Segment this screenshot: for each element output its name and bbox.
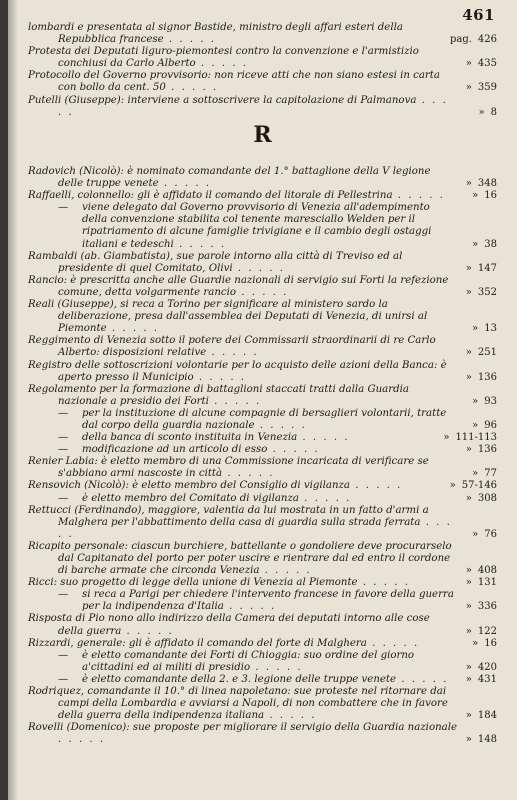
dot-leader: . . . . .: [206, 347, 259, 359]
ditto-mark: »: [472, 238, 479, 250]
entry-text: Rambaldi (ab. Giambatista), sue parole intorno alla città di Treviso ed al presidente di quel Comitato, Olivi: [28, 250, 403, 274]
page-ref-number: 408: [477, 565, 497, 577]
dot-leader: . . . . .: [106, 323, 160, 335]
page-ref-number: 16: [484, 190, 497, 202]
page-ref-number: 431: [477, 673, 497, 685]
ditto-mark: »: [465, 710, 472, 722]
page-ref-number: 426: [477, 34, 497, 46]
entry-text: per la instituzione di alcune compagnie di bersaglieri volontarii, tratte dal corpo della guardia nazionale: [82, 407, 447, 431]
entry-text: Radovich (Nicolò): è nominato comandante del 1.° battaglione della V legione delle truppe venete: [28, 166, 431, 190]
ditto-mark: »: [465, 601, 472, 613]
index-subentry: [28, 589, 497, 613]
dot-leader: . . . . .: [264, 710, 317, 722]
entry-text: si reca a Parigi per chiedere l'intervento francese in favore della guerra per la indipendenza d'Italia: [82, 589, 454, 613]
continuation-dash: —: [58, 432, 69, 444]
page-reference: [450, 480, 497, 492]
continuation-dash: —: [58, 649, 69, 661]
dot-leader: . . . . .: [297, 432, 350, 444]
section-letter: R: [253, 122, 272, 148]
page-number: 461: [462, 6, 495, 24]
ditto-mark: »: [465, 577, 472, 589]
page-ref-number: 352: [477, 286, 497, 298]
dot-leader: . . . . .: [366, 637, 420, 649]
dot-leader: . . . . .: [350, 480, 403, 492]
entry-text: Rensovich (Nicolò): è eletto membro del Consiglio di vigilanza: [28, 480, 350, 492]
entry-text: Reali (Giuseppe), si reca a Torino per significare al ministero sardo la deliberazione, presa dall'assemblea dei Deputati di Venezia, di unirsi al Piemonte: [28, 299, 428, 335]
entry-text: Regolamento per la formazione di battaglioni staccati tratti dalla Guardia nazionale a presidio dei Forti: [28, 383, 409, 407]
index-entry: [28, 613, 497, 637]
index-subentry: [28, 202, 497, 250]
page-reference: [472, 190, 497, 202]
continuation-dash: —: [58, 407, 69, 419]
ditto-mark: »: [465, 82, 472, 94]
entry-text: è eletto comandante dei Forti di Chioggia: suo ordine del giorno a'cittadini ed ai militi di presidio: [82, 649, 415, 673]
index-entry: [28, 335, 497, 359]
dot-leader: . . . . .: [208, 395, 262, 407]
entry-text: Rizzardi, generale: gli è affidato il comando del forte di Malghera: [28, 637, 367, 649]
page-ref-number: 348: [477, 178, 497, 190]
dot-leader: . . . . .: [58, 94, 448, 118]
continuation-dash: —: [58, 673, 69, 685]
page-reference: [472, 638, 497, 650]
page-ref-number: 38: [484, 238, 497, 250]
ditto-mark: »: [472, 190, 479, 202]
page-reference: [443, 432, 497, 444]
index-subentry: [28, 650, 497, 674]
page-ref-number: 93: [484, 395, 497, 407]
page-ref-number: 308: [477, 492, 497, 504]
index-subentry: [28, 674, 497, 686]
page-ref-number: 57-146: [461, 480, 497, 492]
page-ref-number: 136: [477, 444, 497, 456]
index-entry: [28, 505, 497, 541]
page-reference: [466, 347, 497, 359]
index-subentry: [28, 408, 497, 432]
entry-text: Ricapito personale: ciascun burchiere, battellante o gondoliere deve procurarselo dal Capitanato del porto per poter uscire e rientrare dal ed entro il cordone di barche armate che circonda Venezia: [28, 540, 452, 577]
index-entry: [28, 70, 497, 94]
dot-leader: . . . . .: [236, 286, 289, 298]
entry-text: Raffaelli, colonnello: gli è affidato il comando del litorale di Pellestrina: [28, 190, 393, 202]
dot-leader: . . . . .: [222, 468, 275, 480]
page-reference: [466, 734, 497, 746]
page-ref-number: 359: [477, 82, 497, 94]
ditto-mark: »: [465, 673, 472, 685]
ditto-mark: »: [472, 468, 479, 480]
entry-text: Rancio: è prescritta anche alle Guardie nazionali di servigio sui Forti la refezione comune, detta volgarmente rancio: [28, 274, 449, 298]
dot-leader: . . . . .: [163, 34, 217, 46]
page-reference: [472, 529, 497, 541]
entry-text: Rettucci (Ferdinando), maggiore, valentia da lui mostrata in un fatto d'armi a Malghera per l'abbattimento della casa di guardia sulla strada ferrata: [28, 504, 429, 528]
ditto-mark: »: [472, 528, 479, 540]
index-subentry: [28, 432, 497, 444]
page-ref-number: 131: [477, 577, 497, 589]
ditto-mark: »: [465, 262, 472, 274]
page-ref-number: 8: [490, 106, 497, 118]
dot-leader: . . . . .: [58, 516, 452, 540]
page-reference: [466, 178, 497, 190]
index-page: [8, 0, 517, 800]
entry-text: Protocollo del Governo provvisorio: non riceve atti che non siano estesi in carta con bollo da cent. 50: [28, 70, 440, 94]
page-ref-number: 147: [477, 262, 497, 274]
page-ref-number: 435: [477, 58, 497, 70]
dot-leader: . . . . .: [254, 419, 307, 431]
page-ref-number: 111-113: [455, 432, 497, 444]
page-ref-number: 184: [477, 710, 497, 722]
entry-text: Risposta di Pio nono allo indirizzo della Camera dei deputati intorno alle cose della guerra: [28, 613, 430, 637]
page-reference: [472, 396, 497, 408]
page-reference: [466, 263, 497, 275]
entry-text: è eletto comandante della 2. e 3. legione delle truppe venete: [82, 673, 397, 685]
page-ref-number: 13: [484, 323, 497, 335]
index-entry: [28, 722, 497, 746]
page-ref-number: 420: [477, 661, 497, 673]
r-entries-block: [28, 166, 497, 747]
index-entry: [28, 541, 497, 577]
ditto-mark: »: [472, 637, 479, 649]
page-ref-number: 148: [477, 734, 497, 746]
page-reference: [466, 58, 497, 70]
entry-text: Protesta dei Deputati liguro-piemontesi contro la convenzione e l'armistizio conchiusi da Carlo Alberto: [28, 46, 419, 70]
entry-text: Reggimento di Venezia sotto il potere dei Commissarii straordinarii di re Carlo Alberto: disposizioni relative: [28, 335, 436, 359]
page-reference: [466, 577, 497, 589]
page-ref-number: 251: [477, 347, 497, 359]
ditto-mark: »: [465, 565, 472, 577]
index-entry: [28, 638, 497, 650]
index-subentry: [28, 444, 497, 456]
ditto-mark: »: [465, 178, 472, 190]
dot-leader: . . . . .: [232, 262, 285, 274]
page-reference: [466, 372, 497, 384]
page-reference: [466, 287, 497, 299]
index-entry: [28, 22, 497, 46]
ditto-mark: »: [465, 58, 472, 70]
page-reference: [472, 239, 497, 251]
page-reference: [472, 323, 497, 335]
entry-text: Rovelli (Domenico): sue proposte per migliorare il servigio della Guardia nazionale: [28, 722, 457, 734]
index-entry: [28, 275, 497, 299]
ditto-mark: pag.: [449, 34, 472, 46]
ditto-mark: »: [449, 480, 456, 492]
ditto-mark: »: [472, 395, 479, 407]
ditto-mark: »: [465, 661, 472, 673]
dot-leader: . . . . .: [357, 577, 410, 589]
page-reference: [466, 601, 497, 613]
dot-leader: . . . . .: [121, 625, 174, 637]
page-reference: [466, 662, 497, 674]
entry-text: Ricci: suo progetto di legge della unione di Venezia al Piemonte: [28, 577, 358, 589]
dot-leader: . . . . .: [193, 371, 247, 383]
ditto-mark: »: [465, 734, 472, 746]
ditto-mark: »: [478, 106, 485, 118]
index-entry: [28, 456, 497, 480]
dot-leader: . . . . .: [58, 734, 106, 746]
index-entry: [28, 190, 497, 202]
index-entry: [28, 46, 497, 70]
ditto-mark: »: [443, 432, 450, 444]
page-reference: [450, 34, 497, 46]
entry-text: Renier Labia: è eletto membro di una Commissione incaricata di verificare se s'abbiano armi nascoste in città: [28, 456, 429, 480]
ditto-mark: »: [465, 625, 472, 637]
index-subentry: [28, 493, 497, 505]
page-reference: [479, 107, 498, 119]
dot-leader: . . . . .: [250, 661, 303, 673]
page-ref-number: 76: [484, 528, 497, 540]
page-ref-number: 96: [484, 419, 497, 431]
continuation-dash: —: [58, 589, 69, 601]
page-reference: [466, 710, 497, 722]
dot-leader: . . . . .: [158, 178, 212, 190]
dot-leader: . . . . .: [298, 492, 352, 504]
ditto-mark: »: [465, 444, 472, 456]
page-reference: [466, 674, 497, 686]
index-entry: [28, 251, 497, 275]
page-ref-number: 77: [484, 468, 497, 480]
index-entry: [28, 299, 497, 335]
page-reference: [466, 626, 497, 638]
entry-text: della banca di sconto instituita in Venezia: [82, 432, 298, 444]
continuation-dash: —: [58, 444, 69, 456]
index-entry: [28, 480, 497, 492]
entry-text: Rodriquez, comandante il 10.° di linea napoletano: sue proteste nel ritornare dai campi della Lombardia e avviarsi a Napoli, di non combattere che in favore della guerra della indipendenza italiana: [28, 686, 448, 722]
page-reference: [466, 493, 497, 505]
ditto-mark: »: [472, 323, 479, 335]
page-ref-number: 136: [477, 371, 497, 383]
entry-text: modificazione ad un articolo di esso: [82, 444, 268, 456]
index-entry: [28, 360, 497, 384]
dot-leader: . . . . .: [173, 238, 227, 250]
binding-shadow: [8, 0, 18, 800]
ditto-mark: »: [465, 286, 472, 298]
continuation-dash: —: [58, 202, 69, 214]
page-reference: [466, 82, 497, 94]
index-entry: [28, 577, 497, 589]
page-ref-number: 336: [477, 601, 497, 613]
ditto-mark: »: [465, 371, 472, 383]
ditto-mark: »: [465, 347, 472, 359]
page-reference: [472, 420, 497, 432]
page-reference: [466, 565, 497, 577]
entry-text: è eletto membro del Comitato di vigilanza: [82, 492, 299, 504]
index-entry: [28, 166, 497, 190]
index-entry: [28, 686, 497, 722]
dot-leader: . . . . .: [223, 601, 277, 613]
dot-leader: . . . . .: [267, 444, 320, 456]
index-entry: [28, 95, 497, 119]
continuation-dash: —: [58, 492, 69, 504]
entry-text: Registro delle sottoscrizioni volontarie per lo acquisto delle azioni della Banca: è aperto presso il Municipio: [28, 359, 447, 383]
dot-leader: . . . . .: [259, 565, 312, 577]
dot-leader: . . . . .: [195, 58, 249, 70]
entry-text: lombardi e presentata al signor Bastide, ministro degli affari esteri della Repubblica francese: [28, 22, 403, 46]
page-reference: [472, 468, 497, 480]
page-ref-number: 122: [477, 625, 497, 637]
ditto-mark: »: [465, 492, 472, 504]
index-entry: [28, 384, 497, 408]
entry-text: viene delegato dal Governo provvisorio di Venezia all'adempimento della convenzione stabilita col tenente maresciallo Welden per il ripatriamento di alcune famiglie trivigiane e il cambio degli ostaggi italiani e tedeschi: [82, 202, 432, 250]
p-entries-block: [28, 22, 497, 119]
ditto-mark: »: [472, 419, 479, 431]
dot-leader: . . . . .: [165, 82, 219, 94]
page-ref-number: 16: [484, 637, 497, 649]
page-reference: [466, 444, 497, 456]
dot-leader: . . . . .: [396, 673, 449, 685]
dot-leader: . . . . .: [392, 190, 445, 202]
entry-text: Putelli (Giuseppe): interviene a sottoscrivere la capitolazione di Palmanova: [28, 94, 417, 106]
